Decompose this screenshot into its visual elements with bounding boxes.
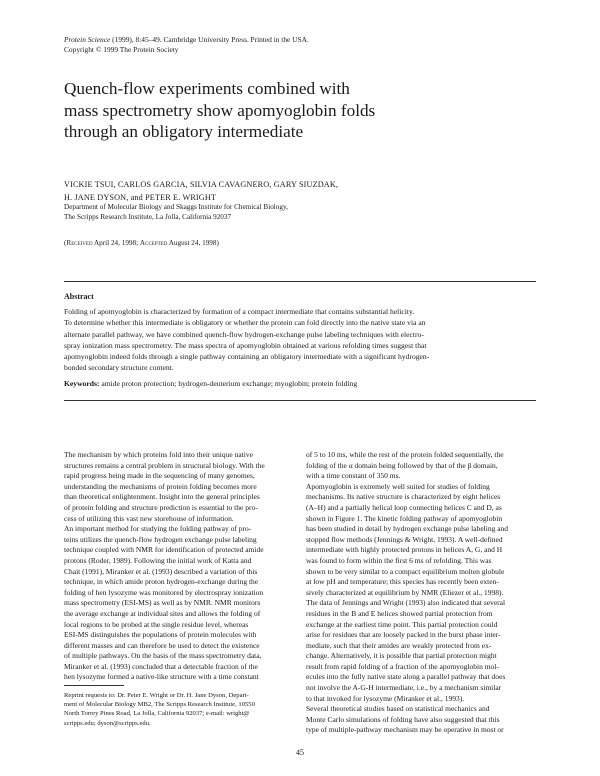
abstract-line: spray ionization mass spectrometry. The mass spectra of apomyoglobin obtained at various refolding times suggest that xyxy=(64,340,427,350)
body-line: teins utilizes the quench-flow hydrogen exchange pulse labeling xyxy=(64,534,257,544)
body-line: different masses and can therefore be used to detect the existence xyxy=(64,640,260,650)
body-line: Several theoretical studies based on statistical mechanics and xyxy=(306,704,490,714)
abstract-line: apomyoglobin indeed folds through a single pathway containing an obligatory intermediate with a significant hydrogen- xyxy=(64,352,430,362)
body-line: mediate, such that their amides are weakly protected from ex- xyxy=(306,640,492,650)
body-line: shown to be very similar to a compact equilibrium molten globule xyxy=(306,566,505,576)
body-line: Miranker et al. (1993) concluded that a detectable fraction of the xyxy=(64,661,258,671)
body-line: arise for residues that are loosely packed in the burst phase inter- xyxy=(306,630,501,640)
body-column-right xyxy=(306,450,536,736)
body-line: mechanisms. Its native structure is characterized by eight helices xyxy=(306,492,501,502)
keywords-label: Keywords: xyxy=(64,379,100,388)
body-line: not involve the A-G-H intermediate, i.e., by a mechanism similar xyxy=(306,683,502,693)
body-line: Monte Carlo simulations of folding have also suggested that this xyxy=(306,714,500,724)
body-line: An important method for studying the folding pathway of pro- xyxy=(64,524,252,534)
body-line: to that invoked for lysozyme (Miranker et al., 1993). xyxy=(306,693,465,703)
body-line: folding of the α domain being followed by that of the β domain, xyxy=(306,460,498,470)
keywords xyxy=(64,378,536,389)
abstract-line: alternate parallel pathway, we have combined quench-flow hydrogen-exchange pulse labeling techniques with electro- xyxy=(64,329,424,339)
body-line: change. Alternatively, it is possible that partial protection might xyxy=(306,651,497,661)
page-number: 45 xyxy=(296,748,304,757)
body-line: ESI-MS distinguishes the populations of protein molecules with xyxy=(64,630,257,640)
footnote-line: scripps.edu; dyson@scripps.edu. xyxy=(64,719,151,727)
footnote-line: ment of Molecular Biology MB2, The Scripps Research Institute, 10550 xyxy=(64,701,255,709)
author-line: VICKIE TSUI, CARLOS GARCIA, SILVIA CAVAGNERO, GARY SIUZDAK, xyxy=(64,180,339,189)
abstract-line: bonded secondary structure content. xyxy=(64,363,174,373)
author-list xyxy=(64,178,544,204)
abstract-line: Folding of apomyoglobin is characterized by formation of a compact intermediate that contains substantial helicity. xyxy=(64,307,415,316)
citation-line xyxy=(64,35,544,45)
body-line: exchange at the earliest time point. This partial protection could xyxy=(306,619,498,629)
body-line: mass spectrometry (ESI-MS) as well as by NMR. NMR monitors xyxy=(64,598,261,608)
footnote-line: Reprint requests to: Dr. Peter E. Wright or Dr. H. Jane Dyson, Depart- xyxy=(64,692,249,699)
abstract-heading: Abstract xyxy=(64,292,94,301)
body-line: The mechanism by which proteins fold into their unique native xyxy=(64,450,253,459)
body-column-left xyxy=(64,450,294,683)
footnote xyxy=(64,691,294,728)
body-line: residues in the B and E helices showed partial protection from xyxy=(306,608,493,618)
body-line: of protein folding and structure prediction is essential to the pro- xyxy=(64,502,258,512)
accepted-label: Accepted xyxy=(139,239,168,247)
author-line: H. JANE DYSON, and PETER E. WRIGHT xyxy=(64,193,217,202)
body-line: sively characterized at equilibrium by NMR (Eliezer et al., 1998). xyxy=(306,587,504,597)
body-line: was found to form within the first 6 ms of refolding. This was xyxy=(306,555,492,565)
body-line: shown in Figure 1. The kinetic folding pathway of apomyoglobin xyxy=(306,513,503,523)
citation-text: (1999), 8:45–49. Cambridge University Press. Printed in the USA. xyxy=(110,35,309,44)
affiliation xyxy=(64,203,544,222)
body-line: stopped flow methods (Jennings & Wright, 1993). A well-defined xyxy=(306,534,503,544)
affiliation-line: Department of Molecular Biology and Skaggs Institute for Chemical Biology, xyxy=(64,203,288,211)
abstract-bottom-rule xyxy=(64,400,536,401)
body-line: of 5 to 10 ms, while the rest of the protein folded sequentially, the xyxy=(306,450,504,459)
body-line: (A–H) and a partially helical loop connecting helices C and D, as xyxy=(306,502,502,512)
body-line: structures remains a central problem in structural biology. With the xyxy=(64,460,265,470)
journal-name: Protein Science xyxy=(64,35,111,44)
body-line: ecules into the fully native state along a parallel pathway that does xyxy=(306,672,506,682)
journal-header xyxy=(64,35,544,54)
accepted-date: August 24, 1998) xyxy=(167,239,219,247)
footnote-rule xyxy=(64,685,124,686)
body-line: Apomyoglobin is extremely well suited for studies of folding xyxy=(306,481,490,491)
body-line: hen lysozyme formed a native-like structure with a time constant xyxy=(64,672,259,682)
affiliation-line: The Scripps Research Institute, La Jolla, California 92037 xyxy=(64,212,232,221)
received-label: Received xyxy=(66,239,93,247)
body-line: protons (Roder, 1989). Following the initial work of Katta and xyxy=(64,555,252,565)
body-line: local regions to be probed at the single residue level, whereas xyxy=(64,619,249,629)
body-line: rapid progress being made in the sequencing of many genomes, xyxy=(64,471,255,481)
body-line: cess of utilizing this vast new storehouse of information. xyxy=(64,513,234,523)
received-date: April 24, 1998; xyxy=(92,239,140,247)
article-title xyxy=(64,78,544,143)
body-line: understanding the mechanisms of protein folding becomes more xyxy=(64,481,257,491)
title-line: through an obligatory intermediate xyxy=(64,122,304,142)
abstract-top-rule xyxy=(64,281,536,282)
body-line: at low pH and temperature; this species has recently been exten- xyxy=(306,577,499,587)
title-line: Quench-flow experiments combined with xyxy=(64,79,350,98)
body-line: has been studied in detail by hydrogen exchange pulse labeling and xyxy=(306,524,509,534)
body-line: Chait (1991), Miranker et al. (1993) described a variation of this xyxy=(64,566,258,576)
paren-open: ( xyxy=(64,239,67,247)
copyright-line: Copyright © 1999 The Protein Society xyxy=(64,44,179,54)
body-line: than theoretical enlightenment. Insight into the general principles xyxy=(64,492,260,502)
footnote-line: North Torrey Pines Road, La Jolla, California 92037; e-mail: wright@ xyxy=(64,710,250,718)
body-line: result from rapid folding of a fraction of the apomyoglobin mol- xyxy=(306,661,499,671)
title-line: mass spectrometry show apomyoglobin folds xyxy=(64,100,376,120)
body-line: of multiple pathways. On the basis of the mass spectrometry data, xyxy=(64,651,262,661)
body-line: type of multiple-pathway mechanism may be operative in most or xyxy=(306,725,504,735)
body-line: with a time constant of 350 ms. xyxy=(306,471,401,481)
body-line: intermediate with highly protected protons in helices A, G, and H xyxy=(306,545,503,555)
keywords-text: amide proton protection; hydrogen-deuterium exchange; myoglobin; protein folding xyxy=(99,379,358,388)
body-line: the average exchange at individual sites and allows the folding of xyxy=(64,608,261,618)
received-dates xyxy=(64,239,544,249)
body-line: folding of hen lysozyme was monitored by electrospray ionization xyxy=(64,587,264,597)
body-line: technique, in which amide proton hydrogen-exchange during the xyxy=(64,577,259,587)
body-line: technique coupled with NMR for identification of protected amide xyxy=(64,545,264,555)
abstract-line: To determine whether this intermediate is obligatory or whether the protein can fold directly into the native state via an xyxy=(64,318,426,328)
body-line: The data of Jennings and Wright (1993) also indicated that several xyxy=(306,598,506,608)
abstract-body xyxy=(64,306,536,374)
